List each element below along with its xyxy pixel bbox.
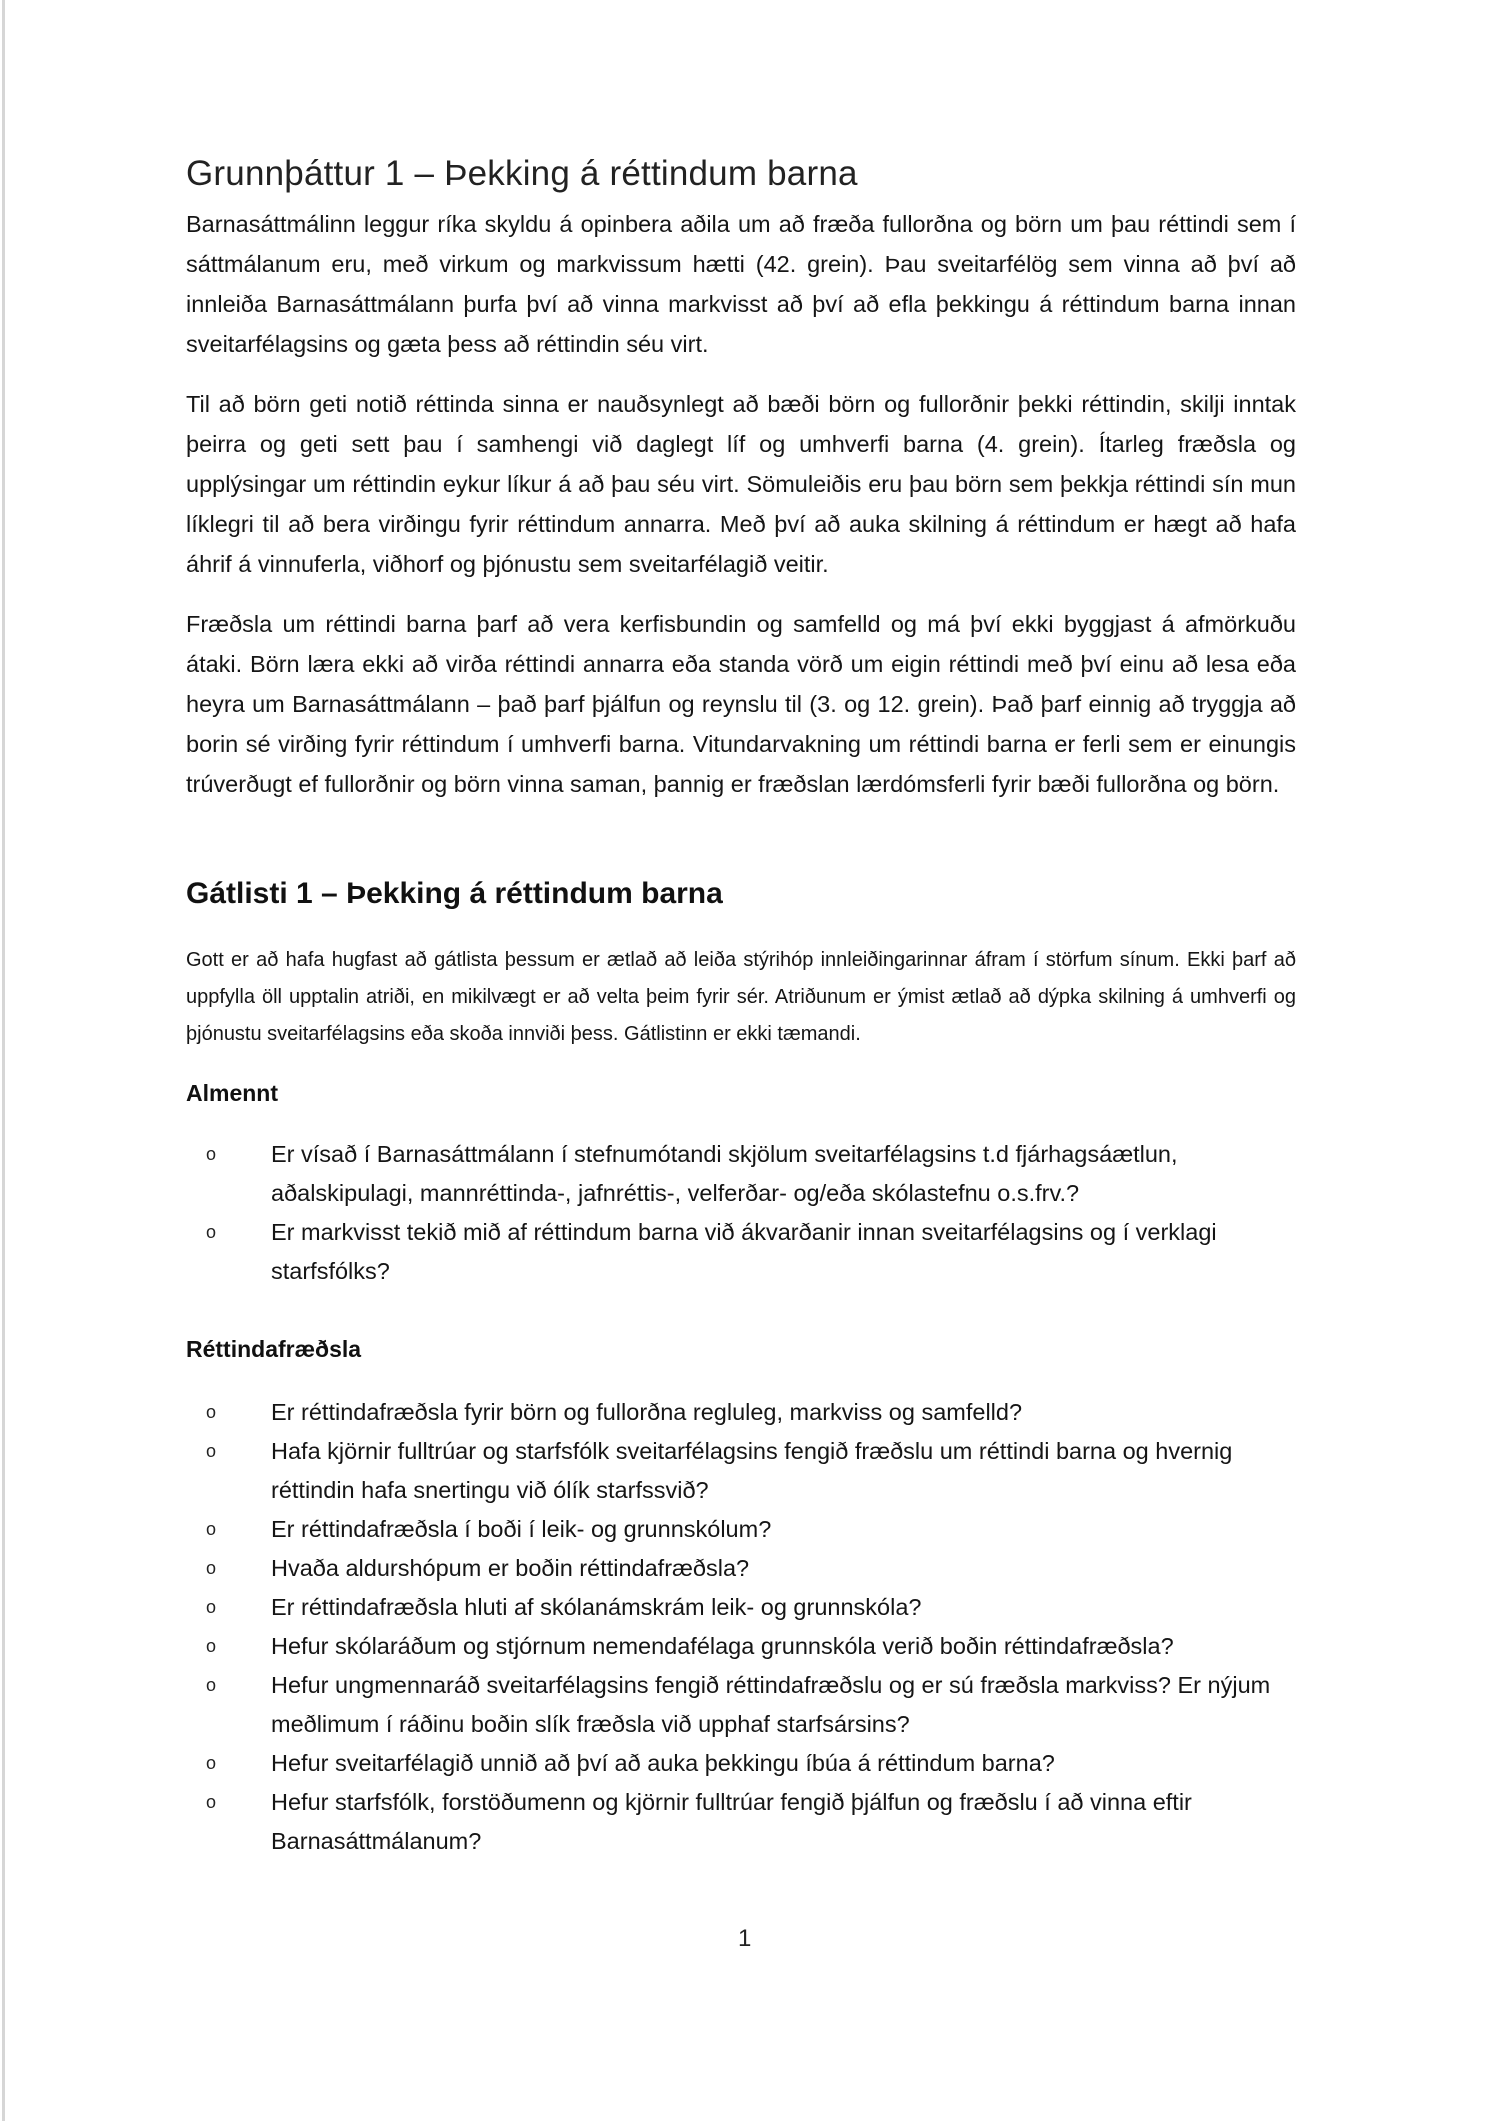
page-edge: [2, 0, 5, 2121]
paragraph-2: Til að börn geti notið réttinda sinna er nauðsynlegt að bæði börn og fullorðnir þekki réttindin, skilji inntak þeirra og geti sett þau í samhengi við daglegt líf og umhverfi barna (4. grein). Ítarleg fræðsla og upplýsingar um réttindin eykur líkur á að þau séu virt. Sömuleiðis eru þau börn sem þekkja réttindi sín mun líklegri til að bera virðingu fyrir réttindum annarra. Með því að auka skilning á réttindum er hægt að hafa áhrif á vinnuferla, viðhorf og þjónustu sem sveitarfélagið veitir.: [186, 391, 1296, 577]
group-heading-rettindafraedsla: Réttindafræðsla: [186, 1336, 362, 1362]
checklist-item: [186, 1627, 1296, 1666]
checklist-item: [186, 1588, 1296, 1627]
checklist-item-text: Hafa kjörnir fulltrúar og starfsfólk sveitarfélagsins fengið fræðslu um réttindi barna og hvernig réttindin hafa snertingu við ólík starfssvið?: [271, 1438, 1233, 1503]
hollow-bullet-icon: o: [206, 1519, 217, 1539]
checklist-item: [186, 1135, 1296, 1213]
checklist-item-text: Hefur starfsfólk, forstöðumenn og kjörnir fulltrúar fengið þjálfun og fræðslu í að vinna eftir Barnasáttmálanum?: [271, 1789, 1192, 1854]
hollow-bullet-icon: o: [206, 1441, 217, 1461]
checklist-item: [186, 1666, 1296, 1744]
checklist-item-text: Er réttindafræðsla í boði í leik- og grunnskólum?: [271, 1516, 772, 1542]
checklist-item-text: Er réttindafræðsla hluti af skólanámskrám leik- og grunnskóla?: [271, 1594, 922, 1620]
paragraph-3: Fræðsla um réttindi barna þarf að vera kerfisbundin og samfelld og má því ekki byggjast á afmörkuðu átaki. Börn læra ekki að virða réttindi annarra eða standa vörð um eigin réttindi með því einu að lesa eða heyra um Barnasáttmálann – það þarf þjálfun og reynslu til (3. og 12. grein). Það þarf einnig að tryggja að borin sé virðing fyrir réttindum í umhverfi barna. Vitundarvakning um réttindi barna er ferli sem er einungis trúverðugt ef fullorðnir og börn vinna saman, þannig er fræðslan lærdómsferli fyrir bæði fullorðna og börn.: [186, 611, 1296, 797]
paragraph-1: Barnasáttmálinn leggur ríka skyldu á opinbera aðila um að fræða fullorðna og börn um þau réttindi sem í sáttmálanum eru, með virkum og markvissum hætti (42. grein). Þau sveitarfélög sem vinna að því að innleiða Barnasáttmálann þurfa því að vinna markvisst að því að efla þekkingu á réttindum barna innan sveitarfélagsins og gæta þess að réttindin séu virt.: [186, 211, 1296, 357]
page-number: 1: [738, 1925, 752, 1952]
hollow-bullet-icon: o: [206, 1675, 217, 1695]
checklist-item-text: Er vísað í Barnasáttmálann í stefnumótandi skjölum sveitarfélagsins t.d fjárhagsáætlun, aðalskipulagi, mannréttinda-, jafnréttis-, velferðar- og/eða skólastefnu o.s.frv.?: [271, 1141, 1178, 1206]
checklist-item-text: Hefur sveitarfélagið unnið að því að auka þekkingu íbúa á réttindum barna?: [271, 1750, 1055, 1776]
hollow-bullet-icon: o: [206, 1402, 217, 1422]
checklist-item: [186, 1393, 1296, 1432]
checklist-item: [186, 1213, 1296, 1291]
checklist-intro: Gott er að hafa hugfast að gátlista þessum er ætlað að leiða stýrihóp innleiðingarinnar áfram í störfum sínum. Ekki þarf að uppfylla öll upptalin atriði, en mikilvægt er að velta þeim fyrir sér. Atriðunum er ýmist ætlað að dýpka skilning á umhverfi og þjónustu sveitarfélagsins eða skoða innviði þess. Gátlistinn er ekki tæmandi.: [186, 949, 1296, 1045]
hollow-bullet-icon: o: [206, 1636, 217, 1656]
hollow-bullet-icon: o: [206, 1597, 217, 1617]
hollow-bullet-icon: o: [206, 1792, 217, 1812]
checklist-item-text: Hefur ungmennaráð sveitarfélagsins fengið réttindafræðslu og er sú fræðsla markviss? Er nýjum meðlimum í ráðinu boðin slík fræðsla við upphaf starfsársins?: [271, 1672, 1271, 1737]
hollow-bullet-icon: o: [206, 1753, 217, 1773]
checklist-item: [186, 1510, 1296, 1549]
section-title: Grunnþáttur 1 – Þekking á réttindum barna: [186, 154, 858, 193]
checklist-item: [186, 1744, 1296, 1783]
checklist-item-text: Hvaða aldurshópum er boðin réttindafræðsla?: [271, 1555, 750, 1581]
checklist-item-text: Er réttindafræðsla fyrir börn og fullorðna regluleg, markviss og samfelld?: [271, 1399, 1023, 1425]
group-heading-almennt: Almennt: [186, 1080, 278, 1106]
hollow-bullet-icon: o: [206, 1144, 217, 1164]
hollow-bullet-icon: o: [206, 1558, 217, 1578]
checklist-item: [186, 1549, 1296, 1588]
checklist-item-text: Er markvisst tekið mið af réttindum barna við ákvarðanir innan sveitarfélagsins og í verklagi starfsfólks?: [271, 1219, 1217, 1284]
checklist-title: Gátlisti 1 – Þekking á réttindum barna: [186, 877, 723, 910]
checklist-item: [186, 1432, 1296, 1510]
document-page: [186, 150, 1296, 1861]
hollow-bullet-icon: o: [206, 1222, 217, 1242]
checklist-item-text: Hefur skólaráðum og stjórnum nemendafélaga grunnskóla verið boðin réttindafræðsla?: [271, 1633, 1174, 1659]
checklist-group-almennt: [186, 1135, 1296, 1291]
checklist-item: [186, 1783, 1296, 1861]
checklist-group-rettindafraedsla: [186, 1393, 1296, 1861]
